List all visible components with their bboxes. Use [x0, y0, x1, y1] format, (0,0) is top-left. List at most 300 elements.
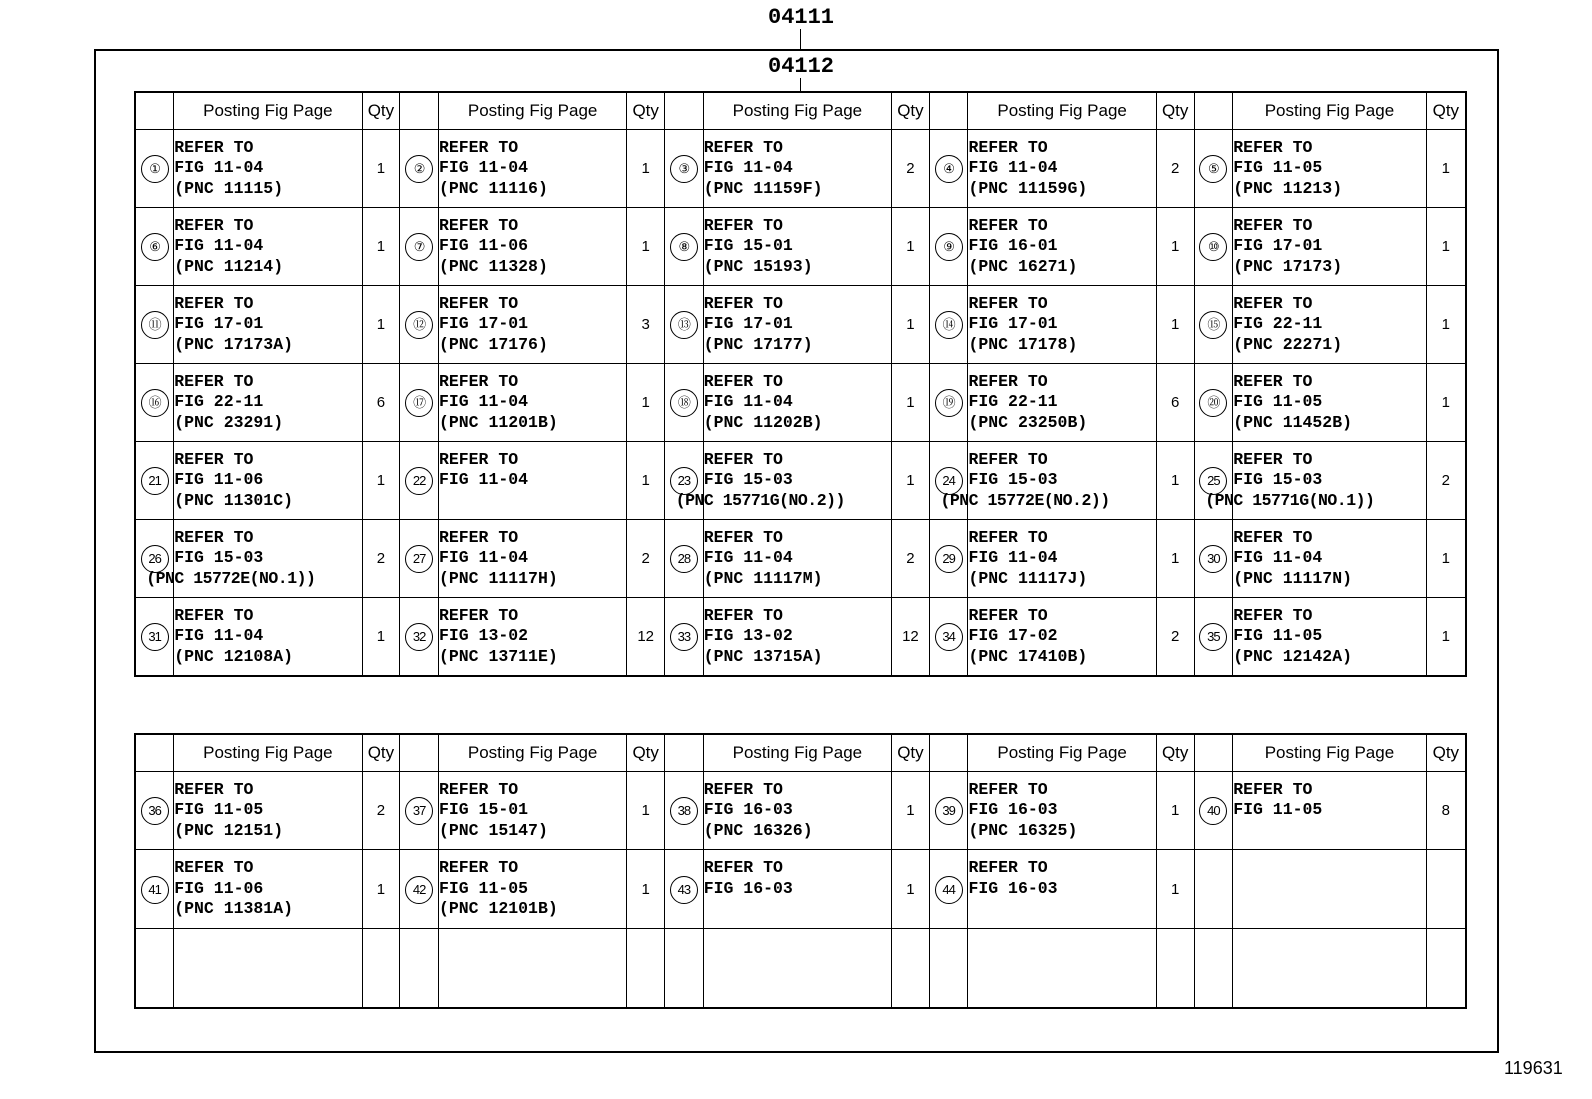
fig-reference: FIG 11-04 [174, 158, 264, 178]
qty-cell: 6 [1156, 364, 1194, 442]
posting-fig-page-cell [968, 130, 1156, 208]
item-number-cell [665, 850, 704, 929]
pnc-reference: (PNC 11214) [174, 256, 284, 276]
pnc-reference [439, 491, 626, 512]
posting-fig-page-cell [703, 598, 891, 677]
posting-fig-page-cell [703, 208, 891, 286]
pnc-reference: (PNC 11117H) [438, 568, 558, 588]
header-qty: Qty [627, 92, 665, 130]
qty-cell: 6 [362, 364, 400, 442]
item-number-cell [929, 772, 968, 850]
pnc-reference: (PNC 12151) [174, 820, 284, 840]
item-number-badge: ⑨ [935, 233, 963, 261]
header-number-cell [1194, 92, 1233, 130]
header-posting-fig-page: Posting Fig Page [1233, 92, 1426, 130]
fig-reference: FIG 11-05 [174, 800, 264, 820]
pnc-reference [704, 899, 891, 920]
pnc-reference: (PNC 15771G(NO.1)) [1205, 490, 1375, 510]
item-number-badge: 34 [935, 623, 963, 651]
pnc-reference: (PNC 17173) [1233, 256, 1343, 276]
fig-reference: FIG 22-11 [174, 392, 264, 412]
refer-to-text: REFER TO [703, 137, 783, 157]
refer-to-text: REFER TO [174, 293, 254, 313]
header-posting-fig-page: Posting Fig Page [968, 92, 1156, 130]
refer-to-text: REFER TO [703, 858, 783, 878]
refer-to-text: REFER TO [968, 449, 1048, 469]
pnc-reference: (PNC 15772E(NO.1)) [146, 568, 316, 588]
qty-cell: 1 [1426, 598, 1466, 677]
posting-fig-page-cell [1233, 598, 1426, 677]
header-number-cell [929, 734, 968, 772]
fig-reference: FIG 16-01 [968, 236, 1058, 256]
fig-reference: FIG 11-04 [174, 626, 264, 646]
posting-fig-page-cell [174, 208, 362, 286]
item-number-badge: 30 [1199, 545, 1227, 573]
header-posting-fig-page: Posting Fig Page [968, 734, 1156, 772]
item-number-cell [1194, 520, 1233, 598]
fig-reference: FIG 11-06 [174, 470, 264, 490]
item-number-badge: 31 [141, 623, 169, 651]
fig-reference: FIG 16-03 [968, 878, 1058, 898]
posting-fig-page-cell [703, 130, 891, 208]
posting-fig-page-cell [438, 442, 626, 520]
header-number-cell [1194, 734, 1233, 772]
refer-to-text: REFER TO [438, 858, 519, 878]
qty-cell: 1 [1426, 208, 1466, 286]
refer-to-text: REFER TO [438, 137, 519, 157]
refer-to-text: REFER TO [174, 449, 254, 469]
refer-to-text: REFER TO [703, 605, 783, 625]
fig-reference: FIG 15-03 [1233, 470, 1323, 490]
item-number-cell [400, 130, 439, 208]
fig-reference: FIG 11-04 [968, 158, 1058, 178]
pnc-reference: (PNC 23291) [174, 412, 284, 432]
pnc-reference: (PNC 16325) [968, 820, 1078, 840]
qty-cell: 1 [1426, 520, 1466, 598]
item-number-badge: 35 [1199, 623, 1227, 651]
fig-reference: FIG 11-04 [438, 158, 529, 178]
item-number-cell [135, 598, 174, 677]
fig-reference: FIG 11-04 [703, 548, 793, 568]
posting-fig-page-cell [438, 208, 626, 286]
item-number-cell [1194, 598, 1233, 677]
refer-to-text: REFER TO [438, 605, 519, 625]
item-number-badge: 39 [935, 797, 963, 825]
table-row [135, 286, 1466, 364]
pnc-reference: (PNC 11159G) [968, 178, 1088, 198]
qty-cell: 1 [892, 850, 930, 929]
fig-reference: FIG 16-03 [703, 800, 793, 820]
pnc-reference: (PNC 17178) [968, 334, 1078, 354]
fig-reference: FIG 17-01 [1233, 236, 1323, 256]
empty-cell [1156, 929, 1194, 1009]
leader-line-04111 [800, 29, 801, 49]
refer-to-text: REFER TO [174, 605, 254, 625]
pnc-reference: (PNC 12142A) [1233, 646, 1353, 666]
item-number-cell [929, 520, 968, 598]
qty-cell: 2 [627, 520, 665, 598]
fig-reference: FIG 15-01 [438, 800, 529, 820]
refer-to-text: REFER TO [438, 779, 519, 799]
item-number-cell [135, 286, 174, 364]
posting-fig-page-cell [968, 286, 1156, 364]
header-number-cell [400, 92, 439, 130]
posting-fig-page-cell [438, 520, 626, 598]
qty-cell: 2 [892, 130, 930, 208]
pnc-reference: (PNC 11328) [438, 256, 548, 276]
header-qty: Qty [1426, 92, 1466, 130]
posting-fig-page-cell [968, 772, 1156, 850]
table-row [135, 520, 1466, 598]
refer-to-text: REFER TO [968, 779, 1048, 799]
pnc-reference: (PNC 15147) [438, 820, 548, 840]
posting-fig-page-cell [438, 130, 626, 208]
item-number-badge: ⑯ [141, 389, 169, 417]
qty-cell: 1 [892, 772, 930, 850]
qty-cell: 1 [1156, 442, 1194, 520]
item-number-cell [400, 442, 439, 520]
pnc-reference: (PNC 17177) [703, 334, 813, 354]
header-qty: Qty [362, 734, 400, 772]
item-number-badge: ④ [935, 155, 963, 183]
item-number-badge: 21 [141, 467, 169, 495]
item-number-badge: ⑱ [670, 389, 698, 417]
item-number-badge: 23 [670, 467, 698, 495]
header-row [135, 734, 1466, 772]
item-number-cell [135, 130, 174, 208]
refer-to-text: REFER TO [174, 858, 254, 878]
posting-fig-page-cell [438, 364, 626, 442]
refer-to-text: REFER TO [703, 527, 783, 547]
qty-cell: 1 [1426, 130, 1466, 208]
refer-to-text: REFER TO [174, 371, 254, 391]
item-number-cell [135, 772, 174, 850]
item-number-badge: ⑧ [670, 233, 698, 261]
header-row [135, 92, 1466, 130]
table-row [135, 208, 1466, 286]
fig-reference: FIG 13-02 [438, 626, 529, 646]
item-number-badge: ⑫ [405, 311, 433, 339]
posting-fig-page-cell [703, 772, 891, 850]
posting-fig-page-cell [703, 850, 891, 929]
refer-to-text: REFER TO [703, 215, 783, 235]
item-number-cell [400, 520, 439, 598]
qty-cell: 3 [627, 286, 665, 364]
fig-reference: FIG 11-04 [438, 392, 529, 412]
item-number-cell [929, 208, 968, 286]
refer-to-text: REFER TO [968, 215, 1048, 235]
table-row [135, 598, 1466, 677]
header-qty: Qty [627, 734, 665, 772]
empty-cell [135, 929, 174, 1009]
posting-fig-page-cell [1233, 364, 1426, 442]
reference-table-lower [134, 733, 1467, 1009]
header-qty: Qty [892, 734, 930, 772]
item-number-cell [1194, 208, 1233, 286]
fig-reference: FIG 11-04 [438, 548, 529, 568]
item-number-cell [400, 772, 439, 850]
leader-line-04112 [800, 78, 801, 91]
pnc-reference: (PNC 11381A) [174, 899, 294, 919]
qty-cell: 1 [1156, 286, 1194, 364]
fig-reference: FIG 17-01 [174, 314, 264, 334]
qty-cell: 1 [627, 208, 665, 286]
pnc-reference: (PNC 11201B) [438, 412, 558, 432]
item-number-badge: ⑲ [935, 389, 963, 417]
item-number-badge: 28 [670, 545, 698, 573]
item-number-cell [135, 850, 174, 929]
refer-to-text: REFER TO [968, 293, 1048, 313]
item-number-cell [665, 208, 704, 286]
posting-fig-page-cell [438, 286, 626, 364]
refer-to-text: REFER TO [174, 137, 254, 157]
pnc-reference: (PNC 22271) [1233, 334, 1343, 354]
header-number-cell [665, 92, 704, 130]
item-number-badge: ② [405, 155, 433, 183]
item-number-badge: 26 [141, 545, 169, 573]
posting-fig-page-cell [1233, 520, 1426, 598]
header-number-cell [135, 734, 174, 772]
empty-cell [400, 929, 439, 1009]
table-row [135, 850, 1466, 929]
qty-cell: 1 [1426, 286, 1466, 364]
qty-cell: 2 [1426, 442, 1466, 520]
refer-to-text: REFER TO [438, 371, 519, 391]
posting-fig-page-cell [174, 442, 362, 520]
header-qty: Qty [1156, 734, 1194, 772]
item-number-badge: 36 [141, 797, 169, 825]
qty-cell: 1 [1156, 208, 1194, 286]
empty-cell [174, 929, 362, 1009]
table-row [135, 130, 1466, 208]
refer-to-text: REFER TO [1233, 137, 1313, 157]
posting-fig-page-cell [968, 364, 1156, 442]
fig-reference: FIG 22-11 [968, 392, 1058, 412]
qty-cell: 1 [1156, 520, 1194, 598]
header-number-cell [665, 734, 704, 772]
item-number-badge: 40 [1199, 797, 1227, 825]
pnc-reference: (PNC 17173A) [174, 334, 294, 354]
item-number-badge: 29 [935, 545, 963, 573]
item-number-cell [929, 286, 968, 364]
refer-to-text: REFER TO [438, 293, 519, 313]
refer-to-text: REFER TO [968, 858, 1048, 878]
item-number-badge: 25 [1199, 467, 1227, 495]
refer-to-text: REFER TO [703, 371, 783, 391]
assembly-label-04112: 04112 [768, 54, 835, 79]
qty-cell: 1 [362, 130, 400, 208]
refer-to-text: REFER TO [1233, 449, 1313, 469]
item-number-badge: ⑦ [405, 233, 433, 261]
header-posting-fig-page: Posting Fig Page [703, 92, 891, 130]
qty-cell: 1 [892, 286, 930, 364]
item-number-cell [929, 850, 968, 929]
qty-cell: 1 [892, 442, 930, 520]
qty-cell: 1 [627, 850, 665, 929]
header-posting-fig-page: Posting Fig Page [438, 734, 626, 772]
reference-table-upper [134, 91, 1467, 677]
posting-fig-page-cell [1233, 130, 1426, 208]
fig-reference: FIG 11-04 [703, 392, 793, 412]
header-posting-fig-page: Posting Fig Page [174, 92, 362, 130]
fig-reference: FIG 22-11 [1233, 314, 1323, 334]
posting-fig-page-cell [174, 286, 362, 364]
fig-reference: FIG 11-04 [438, 470, 529, 490]
item-number-cell [1194, 364, 1233, 442]
fig-reference: FIG 11-04 [174, 236, 264, 256]
header-qty: Qty [1156, 92, 1194, 130]
diagram-id: 119631 [1504, 1058, 1563, 1078]
qty-cell: 2 [1156, 130, 1194, 208]
refer-to-text: REFER TO [968, 605, 1048, 625]
header-number-cell [929, 92, 968, 130]
item-number-cell [400, 286, 439, 364]
item-number-cell [400, 208, 439, 286]
posting-fig-page-cell [1233, 286, 1426, 364]
pnc-reference: (PNC 13715A) [703, 646, 823, 666]
item-number-badge: ⑬ [670, 311, 698, 339]
refer-to-text: REFER TO [703, 779, 783, 799]
empty-cell [968, 929, 1156, 1009]
qty-cell: 1 [362, 850, 400, 929]
posting-fig-page-cell [1233, 208, 1426, 286]
pnc-reference: (PNC 15772E(NO.2)) [940, 490, 1110, 510]
item-number-cell [665, 772, 704, 850]
qty-cell: 1 [1156, 850, 1194, 929]
empty-cell [1233, 929, 1426, 1009]
pnc-reference: (PNC 11159F) [703, 178, 823, 198]
posting-fig-page-cell [968, 208, 1156, 286]
qty-cell: 1 [892, 364, 930, 442]
item-number-badge: 22 [405, 467, 433, 495]
pnc-reference: (PNC 11213) [1233, 178, 1343, 198]
item-number-badge: ⑰ [405, 389, 433, 417]
header-qty: Qty [362, 92, 400, 130]
item-number-cell [400, 364, 439, 442]
item-number-cell [929, 364, 968, 442]
pnc-reference: (PNC 15193) [703, 256, 813, 276]
refer-to-text: REFER TO [174, 527, 254, 547]
refer-to-text: REFER TO [174, 779, 254, 799]
fig-reference: FIG 11-06 [174, 878, 264, 898]
empty-cell [627, 929, 665, 1009]
pnc-reference [1233, 821, 1425, 842]
fig-reference: FIG 11-06 [438, 236, 529, 256]
posting-fig-page-cell [174, 130, 362, 208]
header-number-cell [135, 92, 174, 130]
item-number-badge: ⑤ [1199, 155, 1227, 183]
posting-fig-page-cell [174, 772, 362, 850]
posting-fig-page-cell [438, 772, 626, 850]
pnc-reference: (PNC 11452B) [1233, 412, 1353, 432]
empty-cell [1194, 850, 1233, 929]
empty-cell [1194, 929, 1233, 1009]
fig-reference: FIG 17-01 [968, 314, 1058, 334]
qty-cell: 2 [362, 772, 400, 850]
fig-reference: FIG 17-01 [438, 314, 529, 334]
pnc-reference: (PNC 11301C) [174, 490, 294, 510]
posting-fig-page-cell [174, 850, 362, 929]
refer-to-text: REFER TO [1233, 293, 1313, 313]
empty-cell [362, 929, 400, 1009]
header-qty: Qty [892, 92, 930, 130]
item-number-badge: 27 [405, 545, 433, 573]
item-number-cell [1194, 286, 1233, 364]
refer-to-text: REFER TO [968, 527, 1048, 547]
qty-cell: 2 [362, 520, 400, 598]
empty-cell [929, 929, 968, 1009]
empty-cell [892, 929, 930, 1009]
fig-reference: FIG 11-05 [1233, 800, 1323, 820]
header-posting-fig-page: Posting Fig Page [703, 734, 891, 772]
item-number-cell [135, 208, 174, 286]
qty-cell: 1 [362, 286, 400, 364]
item-number-cell [665, 598, 704, 677]
fig-reference: FIG 16-03 [968, 800, 1058, 820]
fig-reference: FIG 11-05 [438, 878, 529, 898]
item-number-badge: ① [141, 155, 169, 183]
refer-to-text: REFER TO [438, 215, 519, 235]
qty-cell: 1 [362, 598, 400, 677]
posting-fig-page-cell [703, 364, 891, 442]
posting-fig-page-cell [968, 598, 1156, 677]
refer-to-text: REFER TO [1233, 605, 1313, 625]
empty-cell [1233, 850, 1426, 929]
item-number-badge: 38 [670, 797, 698, 825]
posting-fig-page-cell [174, 364, 362, 442]
item-number-cell [135, 442, 174, 520]
empty-cell [665, 929, 704, 1009]
pnc-reference: (PNC 11117N) [1233, 568, 1353, 588]
item-number-badge: ⑥ [141, 233, 169, 261]
header-posting-fig-page: Posting Fig Page [174, 734, 362, 772]
empty-cell [1426, 850, 1466, 929]
pnc-reference: (PNC 17410B) [968, 646, 1088, 666]
qty-cell: 1 [362, 208, 400, 286]
header-qty: Qty [1426, 734, 1466, 772]
pnc-reference: (PNC 11116) [438, 178, 548, 198]
posting-fig-page-cell [703, 286, 891, 364]
qty-cell: 2 [1156, 598, 1194, 677]
refer-to-text: REFER TO [1233, 779, 1313, 799]
fig-reference: FIG 15-01 [703, 236, 793, 256]
fig-reference: FIG 11-04 [968, 548, 1058, 568]
item-number-cell [665, 130, 704, 208]
assembly-label-04111: 04111 [768, 5, 835, 30]
item-number-cell [1194, 772, 1233, 850]
fig-reference: FIG 11-05 [1233, 158, 1323, 178]
item-number-badge: 42 [405, 876, 433, 904]
refer-to-text: REFER TO [968, 371, 1048, 391]
item-number-cell [400, 850, 439, 929]
refer-to-text: REFER TO [438, 527, 519, 547]
refer-to-text: REFER TO [703, 449, 783, 469]
posting-fig-page-cell [174, 598, 362, 677]
qty-cell: 1 [627, 130, 665, 208]
item-number-badge: ⑭ [935, 311, 963, 339]
refer-to-text: REFER TO [703, 293, 783, 313]
item-number-badge: 24 [935, 467, 963, 495]
fig-reference: FIG 16-03 [703, 878, 793, 898]
qty-cell: 1 [362, 442, 400, 520]
fig-reference: FIG 13-02 [703, 626, 793, 646]
pnc-reference: (PNC 16271) [968, 256, 1078, 276]
item-number-badge: 41 [141, 876, 169, 904]
qty-cell: 2 [892, 520, 930, 598]
pnc-reference: (PNC 12101B) [438, 899, 558, 919]
pnc-reference: (PNC 11117M) [703, 568, 823, 588]
refer-to-text: REFER TO [1233, 215, 1313, 235]
